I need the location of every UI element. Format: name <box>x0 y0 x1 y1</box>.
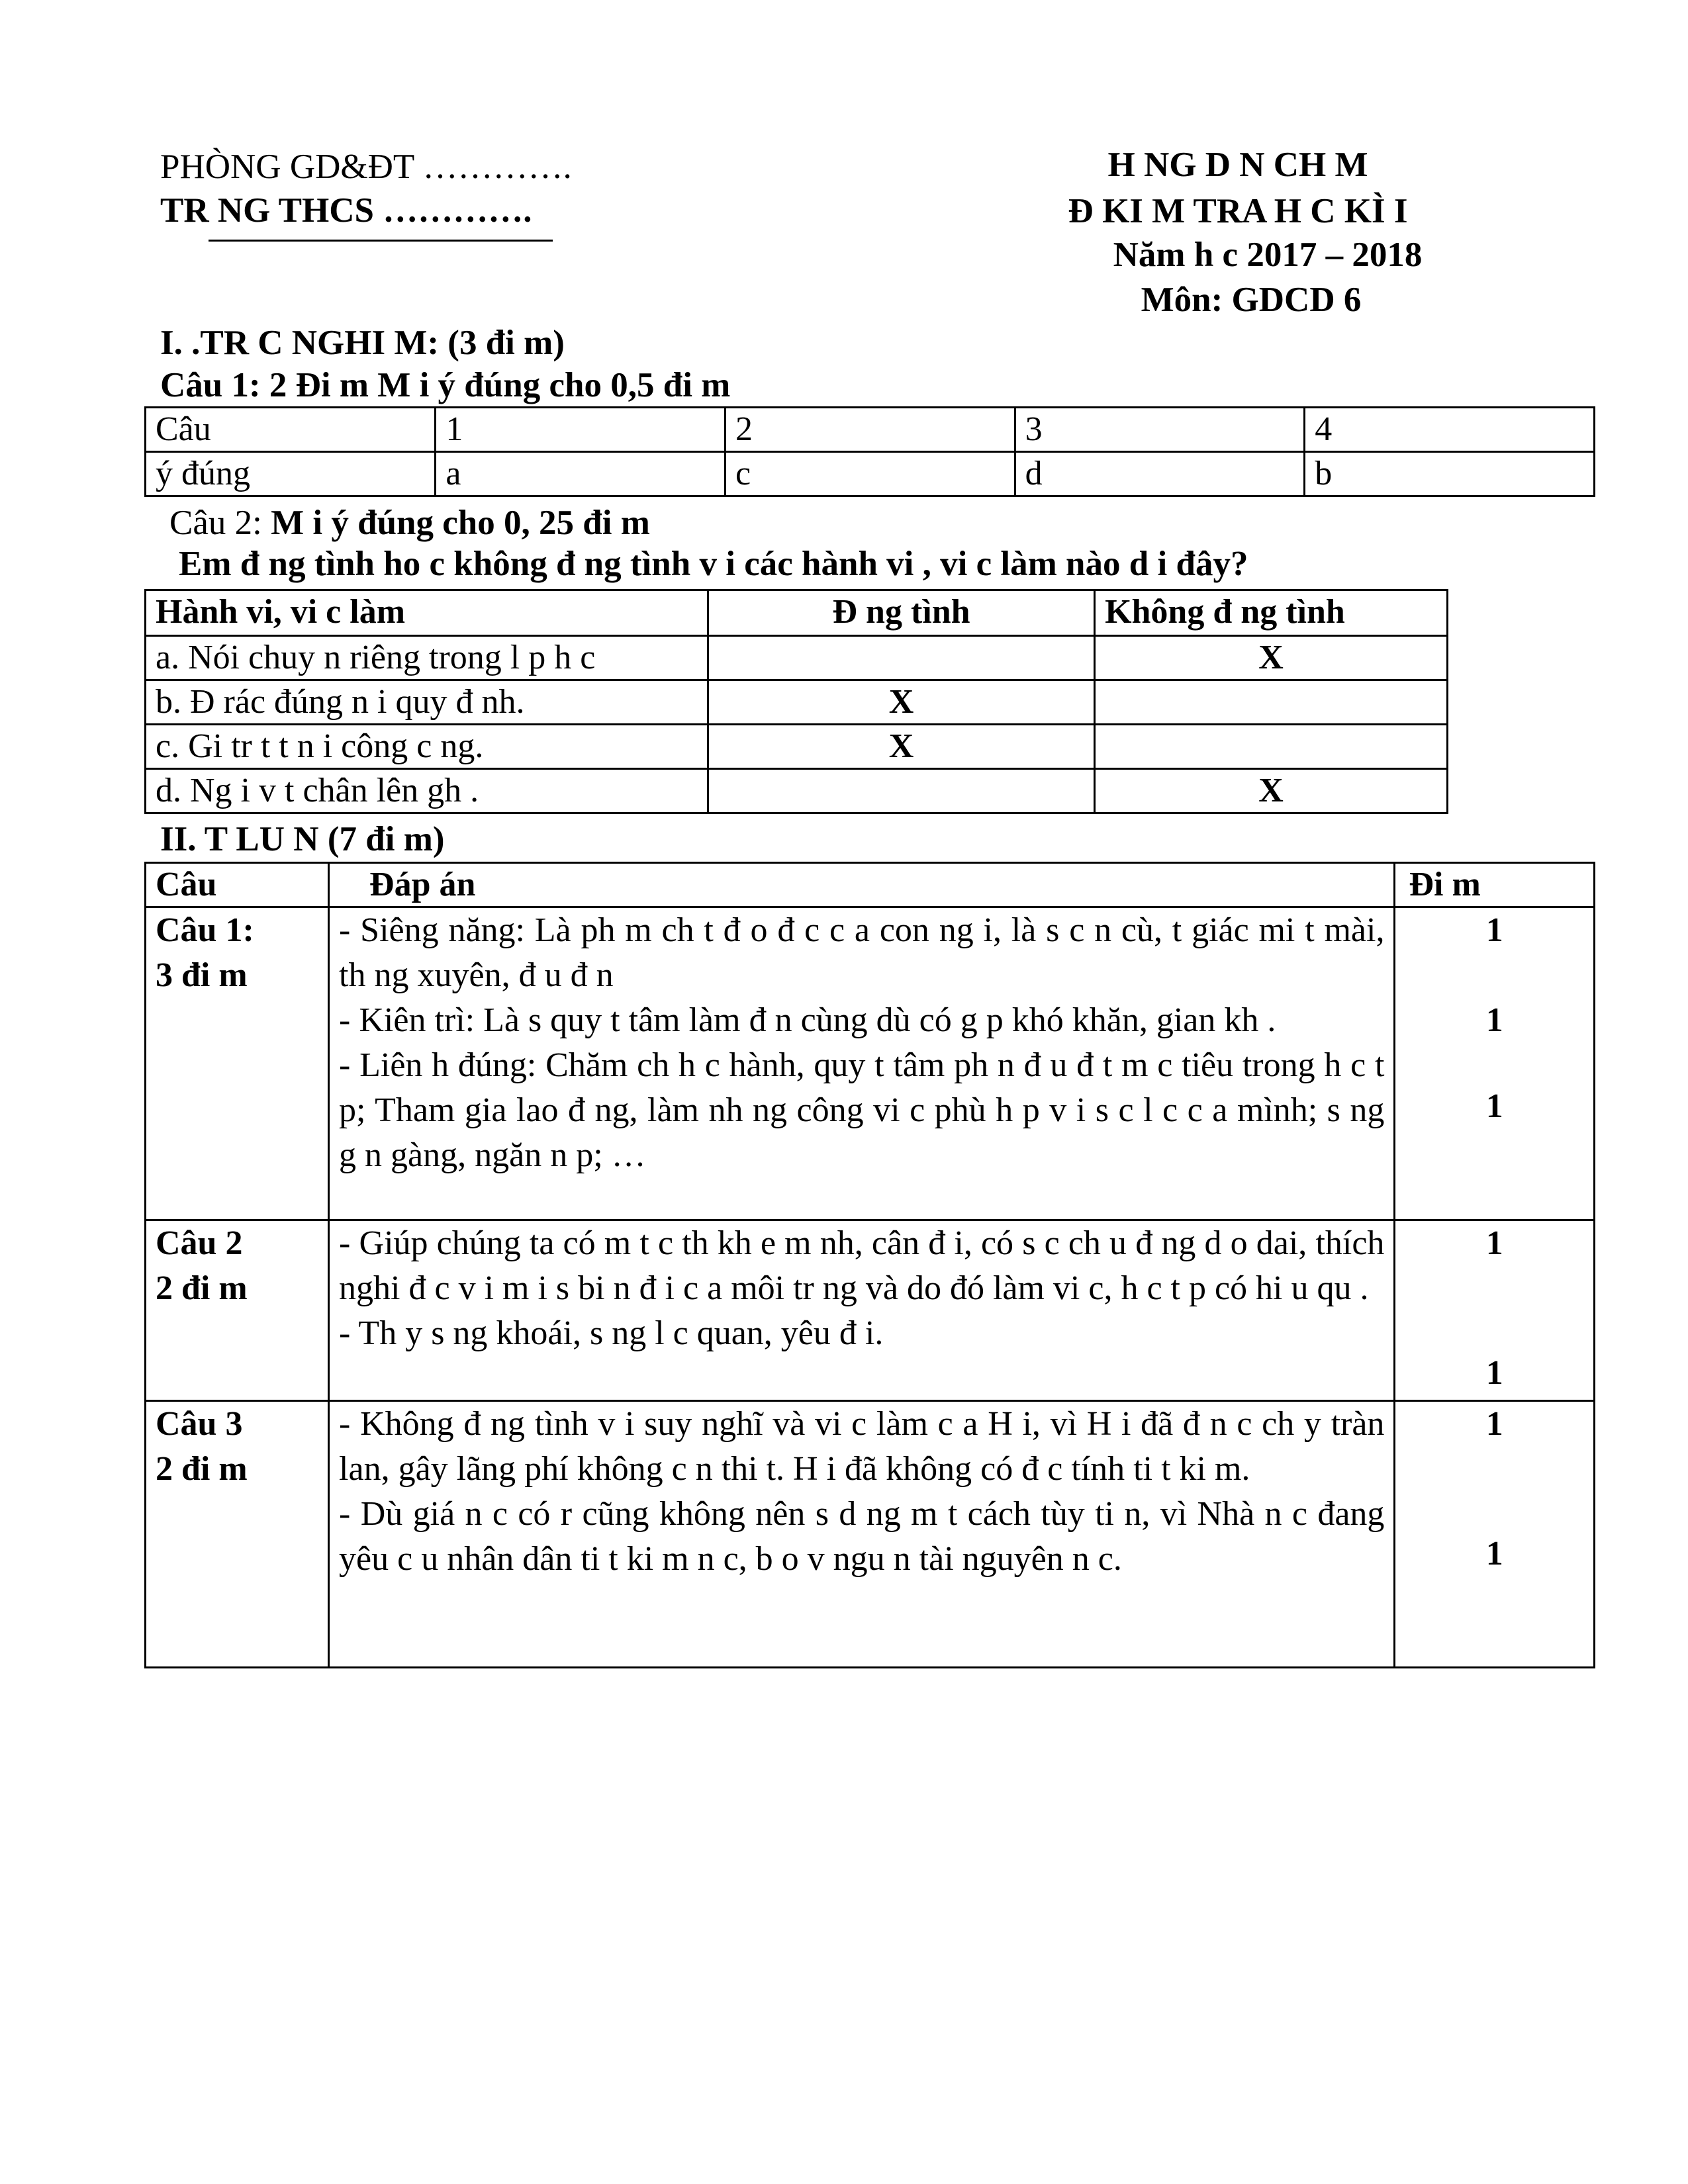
table-cell <box>708 636 1095 680</box>
table-row <box>146 1220 1595 1401</box>
table-header-cell: Đáp án <box>329 863 1395 907</box>
question-label: Câu 3 <box>156 1405 243 1443</box>
part1-title: I. .TR C NGHI M: (3 đi m) <box>160 324 565 362</box>
question-points-label: 2 đi m <box>156 1450 248 1488</box>
question-label: Câu 1: <box>156 911 254 949</box>
q2-behavior-table <box>144 589 1448 814</box>
points-cell <box>1395 907 1595 1220</box>
q2-title <box>169 503 650 543</box>
point-value: 1 <box>1485 1087 1503 1125</box>
table-cell <box>1095 725 1448 769</box>
table-cell: b. Đ rác đúng n i quy đ nh. <box>146 680 708 725</box>
table-cell: c <box>725 452 1015 496</box>
department-name: PHÒNG GD&ĐT …………. <box>160 148 572 186</box>
doc-title-line2: Đ KI M TRA H C KÌ I <box>1068 192 1408 230</box>
point-value: 1 <box>1485 1535 1503 1572</box>
table-row <box>146 725 1448 769</box>
table-cell: a <box>436 452 726 496</box>
part2-title: II. T LU N (7 đi m) <box>160 820 445 858</box>
table-cell: 3 <box>1015 408 1305 452</box>
table-cell <box>708 769 1095 813</box>
q2-title-bold: M i ý đúng cho 0, 25 đi m <box>271 504 650 542</box>
table-row <box>146 863 1595 907</box>
question-label-cell <box>146 907 329 1220</box>
answer-cell <box>329 907 1395 1220</box>
table-header-cell: Đ ng tình <box>708 590 1095 636</box>
table-cell: 4 <box>1305 408 1595 452</box>
school-name: TR NG THCS …………. <box>160 191 532 230</box>
table-cell: X <box>1095 769 1448 813</box>
point-value: 1 <box>1485 911 1503 949</box>
answer-paragraph: - Siêng năng: Là ph m ch t đ o đ c c a con ng i, là s c n cù, t giác mi t mài, th ng xuyên, đ u đ n <box>339 911 1385 994</box>
table-row <box>146 636 1448 680</box>
point-value: 1 <box>1485 1405 1503 1443</box>
answer-cell <box>329 1220 1395 1401</box>
table-cell: X <box>708 725 1095 769</box>
question-points-label: 2 đi m <box>156 1269 248 1307</box>
point-value: 1 <box>1485 1001 1503 1039</box>
table-cell: c. Gi tr t t n i công c ng. <box>146 725 708 769</box>
answer-paragraph: - Liên h đúng: Chăm ch h c hành, quy t tâm ph n đ u đ t m c tiêu trong h c t p; Tham gia lao đ ng, làm nh ng công vi c phù h p v i s c l c c a mình; s ng g n gàng, ngăn n p; … <box>339 1046 1385 1174</box>
q2-title-prefix: Câu 2: <box>169 504 271 542</box>
table-header-cell: Không đ ng tình <box>1095 590 1448 636</box>
subject: Môn: GDCD 6 <box>1141 281 1362 319</box>
school-year: Năm h c 2017 – 2018 <box>1113 236 1423 274</box>
table-cell: Câu <box>146 408 436 452</box>
answer-paragraph: - Dù giá n c có r cũng không nên s d ng m t cách tùy ti n, vì Nhà n c đang yêu c u nhân dân ti t ki m n c, b o v ngu n tài nguyên n c. <box>339 1495 1385 1578</box>
question-label-cell <box>146 1401 329 1668</box>
question-label: Câu 2 <box>156 1224 243 1262</box>
point-value: 1 <box>1485 1354 1503 1392</box>
points-cell <box>1395 1401 1595 1668</box>
table-cell: a. Nói chuy n riêng trong l p h c <box>146 636 708 680</box>
header-underline <box>209 240 553 242</box>
point-value: 1 <box>1485 1224 1503 1262</box>
table-header-cell: Đi m <box>1395 863 1595 907</box>
table-row <box>146 680 1448 725</box>
table-cell: 2 <box>725 408 1015 452</box>
table-row <box>146 590 1448 636</box>
table-cell: d <box>1015 452 1305 496</box>
table-cell: ý đúng <box>146 452 436 496</box>
table-cell: b <box>1305 452 1595 496</box>
doc-title-line1: H NG D N CH M <box>1107 146 1368 184</box>
essay-answer-table <box>144 862 1595 1668</box>
table-row <box>146 408 1595 452</box>
question-label-cell <box>146 1220 329 1401</box>
answer-paragraph: - Không đ ng tình v i suy nghĩ và vi c làm c a H i, vì H i đã đ n c ch y tràn lan, gây lãng phí không c n thi t. H i đã không có đ c tính ti t ki m. <box>339 1405 1385 1488</box>
table-header-cell: Câu <box>146 863 329 907</box>
answer-cell <box>329 1401 1395 1668</box>
table-row <box>146 907 1595 1220</box>
answer-paragraph: - Giúp chúng ta có m t c th kh e m nh, cân đ i, có s c ch u đ ng d o dai, thích nghi đ c v i m i s bi n đ i c a môi tr ng và do đó làm vi c, h c t p có hi u qu . <box>339 1224 1385 1307</box>
answer-paragraph: - Kiên trì: Là s quy t tâm làm đ n cùng dù có g p khó khăn, gian kh . <box>339 1001 1276 1039</box>
q2-question: Em đ ng tình ho c không đ ng tình v i các hành vi , vi c làm nào d i đây? <box>179 545 1248 583</box>
table-header-cell: Hành vi, vi c làm <box>146 590 708 636</box>
q1-title: Câu 1: 2 Đi m M i ý đúng cho 0,5 đi m <box>160 366 731 404</box>
table-row <box>146 1401 1595 1668</box>
table-cell: X <box>1095 636 1448 680</box>
table-cell: d. Ng i v t chân lên gh . <box>146 769 708 813</box>
points-cell <box>1395 1220 1595 1401</box>
table-cell: X <box>708 680 1095 725</box>
table-cell <box>1095 680 1448 725</box>
table-row <box>146 452 1595 496</box>
question-points-label: 3 đi m <box>156 956 248 994</box>
answer-paragraph: - Th y s ng khoái, s ng l c quan, yêu đ i. <box>339 1314 884 1352</box>
table-row <box>146 769 1448 813</box>
table-cell: 1 <box>436 408 726 452</box>
q1-answer-table <box>144 406 1595 497</box>
